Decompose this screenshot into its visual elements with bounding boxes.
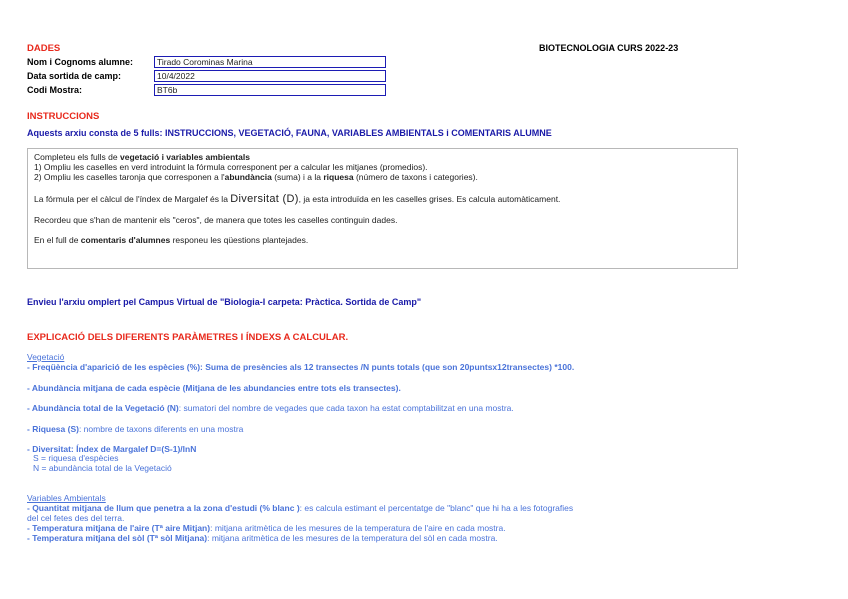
date-label: Data sortida de camp: <box>27 71 122 81</box>
box-line-2: 1) Ompliu les caselles en verd introduint la fórmula corresponent per a calcular les mitjanes (promedios). <box>34 162 428 172</box>
temp-sol-item: - Temperatura mitjana del sòl (Tª sòl Mitjana): mitjana aritmètica de les mesures de la temperatura del sòl en cada mostra. <box>27 533 498 543</box>
name-field[interactable]: Tirado Corominas Marina <box>154 56 386 68</box>
abundancia-total-item: - Abundància total de la Vegetació (N): sumatori del nombre de vegades que cada taxon ha estat comptabilitzat en una mostra. <box>27 403 514 413</box>
explanation-heading: EXPLICACIÓ DELS DIFERENTS PARÀMETRES I ÍNDEXS A CALCULAR. <box>27 332 349 343</box>
instructions-heading: INSTRUCCIONS <box>27 111 100 122</box>
instructions-subtitle: Aquests arxiu consta de 5 fulls: INSTRUCCIONS, VEGETACIÓ, FAUNA, VARIABLES AMBIENTALS i COMENTARIS ALUMNE <box>27 128 552 138</box>
riquesa-item: - Riquesa (S): nombre de taxons diferents en una mostra <box>27 424 244 434</box>
llum-item: - Quantitat mitjana de llum que penetra a la zona d'estudi (% blanc ): es calcula estimant el percentatge de "blanc" que hi ha a les fotografies <box>27 503 574 513</box>
abundancia-mitjana-item: - Abundància mitjana de cada espècie (Mitjana de les abundancies entre tots els transectes). <box>27 383 401 393</box>
diversitat-s: S = riquesa d'espècies <box>33 453 119 463</box>
course-title: BIOTECNOLOGIA CURS 2022-23 <box>539 43 679 53</box>
diversitat-n: N = abundància total de la Vegetació <box>33 463 172 473</box>
variables-ambientals-title: Variables Ambientals <box>27 493 106 503</box>
box-line-1: Completeu els fulls de vegetació i variables ambientals <box>34 152 250 162</box>
instructions-box <box>27 148 738 269</box>
date-field[interactable]: 10/4/2022 <box>154 70 386 82</box>
vegetacio-title: Vegetació <box>27 352 65 362</box>
frequencia-item: - Freqüència d'aparició de les espècies (%): Suma de presències als 12 transectes /N punts totals (que son 20puntsx12transectes) *100. <box>27 362 575 372</box>
diversitat-item: - Diversitat: Índex de Margalef D=(S-1)/lnN <box>27 444 197 454</box>
llum-item-cont: del cel fetes des del terra. <box>27 513 125 523</box>
name-label: Nom i Cognoms alumne: <box>27 57 134 67</box>
code-label: Codi Mostra: <box>27 85 82 95</box>
send-instruction: Envieu l'arxiu omplert pel Campus Virtual de "Biologia-I carpeta: Pràctica. Sortida de Camp" <box>27 297 422 307</box>
box-line-5: Recordeu que s'han de mantenir els "ceros", de manera que totes les caselles continguin dades. <box>34 215 398 225</box>
box-line-3: 2) Ompliu les caselles taronja que corresponen a l'abundància (suma) i a la riquesa (número de taxons i categories). <box>34 172 478 182</box>
temp-aire-item: - Temperatura mitjana de l'aire (Tª aire Mitjan): mitjana aritmètica de les mesures de la temperatura de l'aire en cada mostra. <box>27 523 506 533</box>
dades-heading: DADES <box>27 43 61 54</box>
box-line-4: La fórmula per el càlcul de l'índex de Margalef és la Diversitat (D), ja esta introduïda en les caselles grises. Es calcula automàticament. <box>34 193 561 205</box>
code-field[interactable]: BT6b <box>154 84 386 96</box>
box-line-6: En el full de comentaris d'alumnes responeu les qüestions plantejades. <box>34 235 309 245</box>
